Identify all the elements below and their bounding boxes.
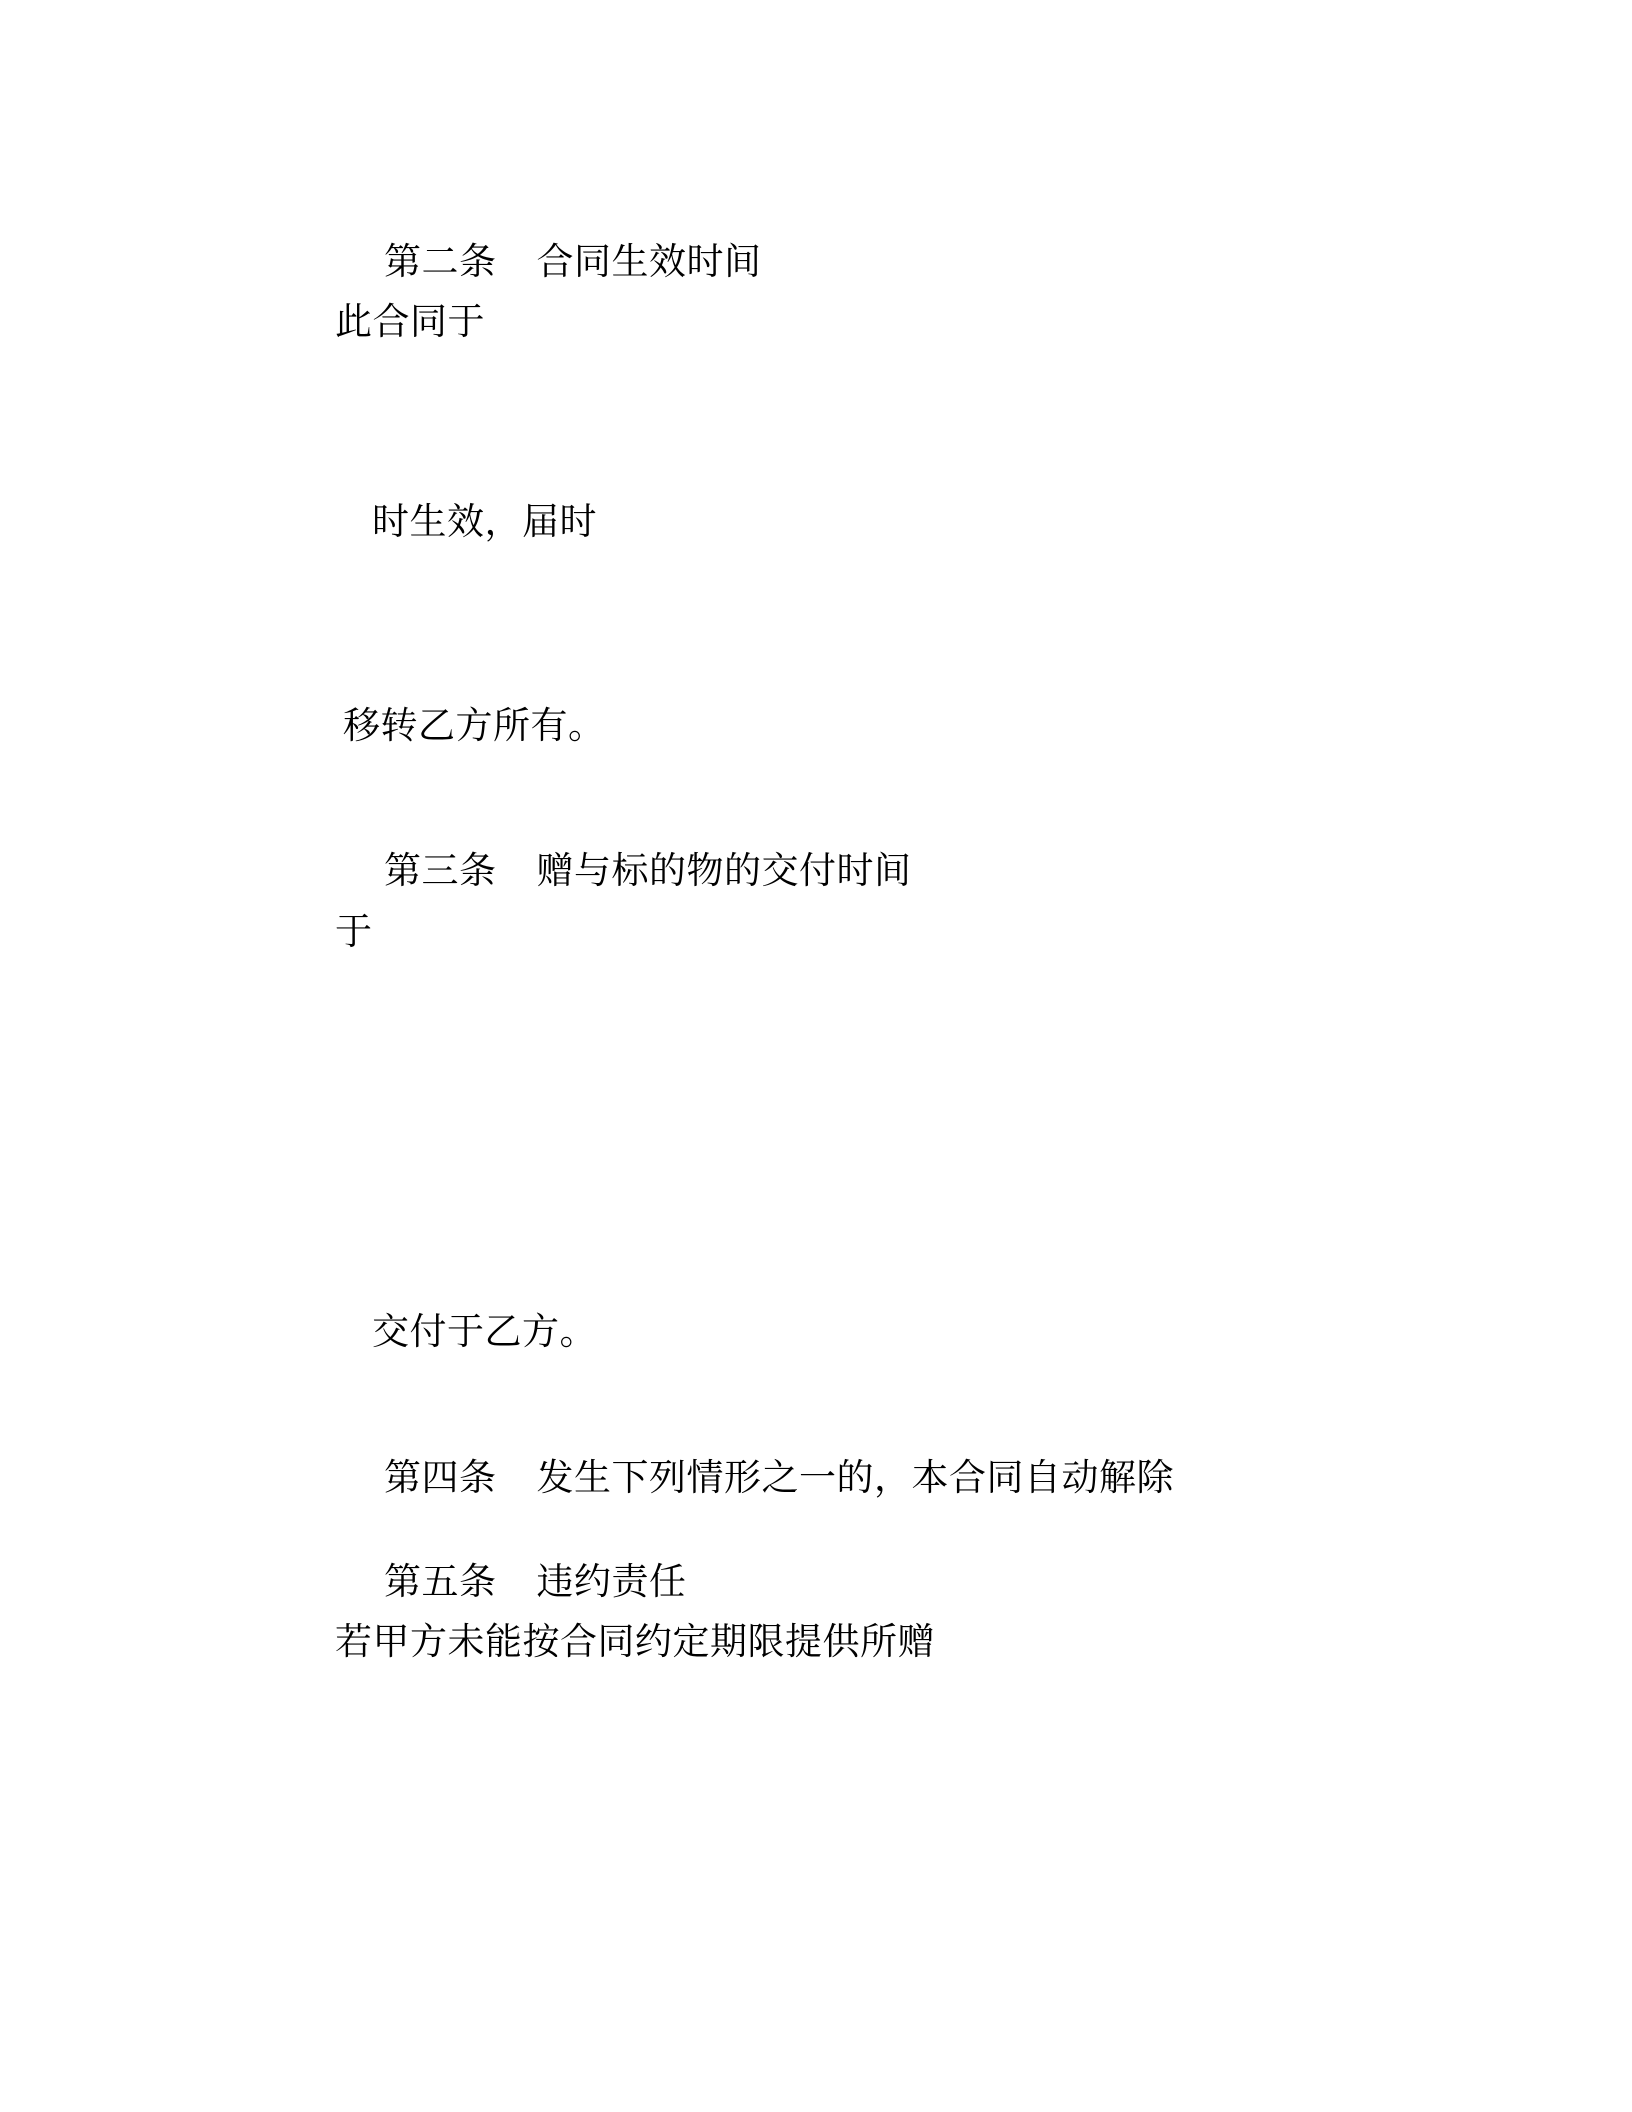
article-3-heading (335, 805, 912, 937)
article-2-effective-clause: 时生效，届时 (372, 500, 597, 543)
article-3-date-line: 于 (335, 910, 373, 953)
article-4-title: 发生下列情形之一的，本合同自动解除 (536, 1456, 1175, 1499)
article-5-liability-clause: 若甲方未能按合同约定期限提供所赠 (335, 1620, 935, 1663)
article-2-effective-date-line: 此合同于 (335, 300, 485, 343)
article-2-transfer-clause: 移转乙方所有。 (343, 704, 606, 747)
article-4-number: 第四条 (384, 1456, 497, 1499)
article-2-number: 第二条 (384, 240, 497, 283)
article-5-title: 违约责任 (536, 1560, 687, 1603)
article-5-number: 第五条 (384, 1560, 497, 1603)
article-3-title: 赠与标的物的交付时间 (536, 849, 912, 892)
article-2-title: 合同生效时间 (536, 240, 762, 283)
article-3-delivery-clause: 交付于乙方。 (372, 1310, 597, 1353)
article-3-number: 第三条 (384, 849, 497, 892)
